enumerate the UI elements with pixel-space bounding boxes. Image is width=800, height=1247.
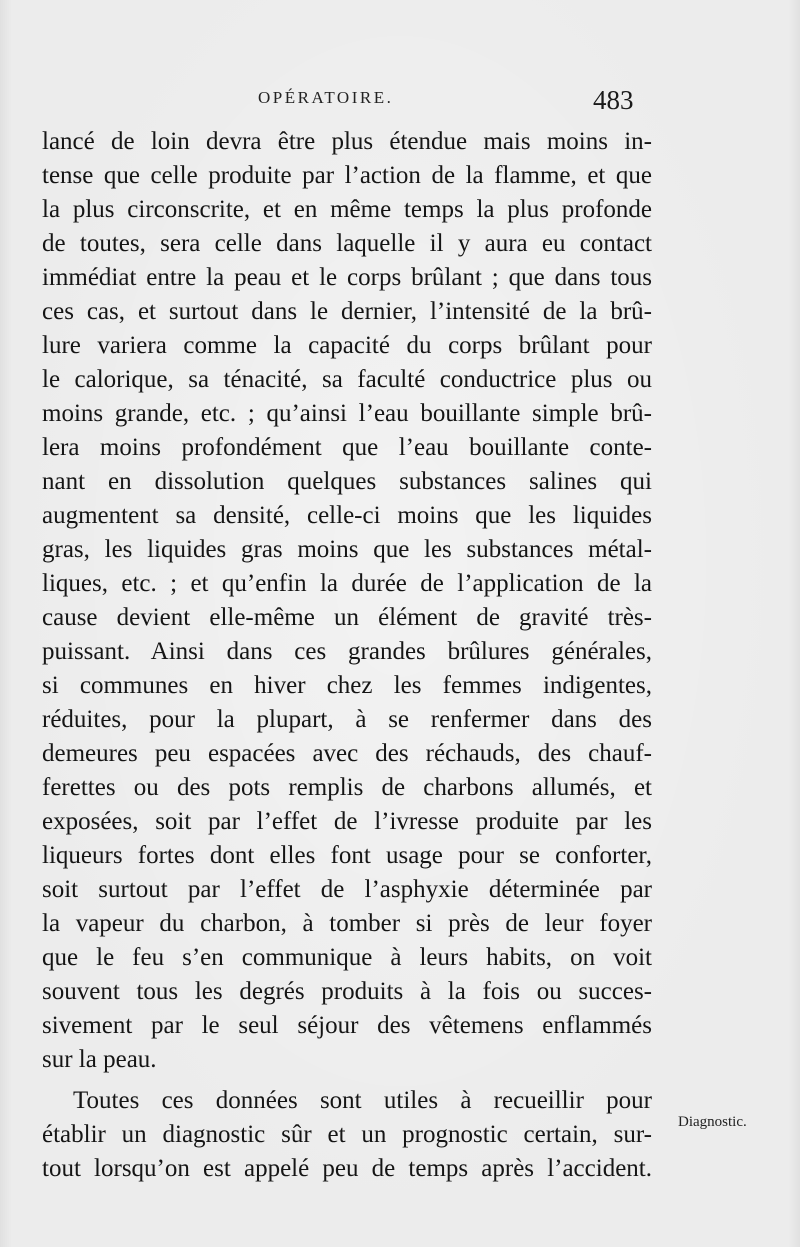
text-line: liqueurs fortes dont elles font usage pour se conforter,	[42, 842, 652, 869]
text-line: Toutes ces données sont utiles à recueillir pour	[73, 1087, 652, 1114]
text-line: sivement par le seul séjour des vêtemens enflammés	[42, 1012, 652, 1039]
text-line: puissant. Ainsi dans ces grandes brûlures générales,	[42, 638, 652, 665]
text-line: que le feu s’en communique à leurs habits, on voit	[42, 944, 652, 971]
margin-note: Diagnostic.	[678, 1114, 747, 1130]
text-line: lera moins profondément que l’eau bouillante conte-	[42, 434, 652, 461]
text-line: souvent tous les degrés produits à la fois ou succes-	[42, 978, 652, 1005]
text-line: liques, etc. ; et qu’enfin la durée de l’application de la	[42, 570, 652, 597]
text-line: lure variera comme la capacité du corps brûlant pour	[42, 332, 652, 359]
text-line: la vapeur du charbon, à tomber si près de leur foyer	[42, 910, 652, 937]
text-line: moins grande, etc. ; qu’ainsi l’eau bouillante simple brû-	[42, 400, 652, 427]
text-line: cause devient elle-même un élément de gravité très-	[42, 604, 652, 631]
text-line: ferettes ou des pots remplis de charbons allumés, et	[42, 774, 652, 801]
text-line: de toutes, sera celle dans laquelle il y aura eu contact	[42, 230, 652, 257]
text-line: le calorique, sa ténacité, sa faculté conductrice plus ou	[42, 366, 652, 393]
text-line: réduites, pour la plupart, à se renfermer dans des	[42, 706, 652, 733]
text-line: si communes en hiver chez les femmes indigentes,	[42, 672, 652, 699]
text-line: la plus circonscrite, et en même temps la plus profonde	[42, 196, 652, 223]
text-line: soit surtout par l’effet de l’asphyxie déterminée par	[42, 876, 652, 903]
text-line: lancé de loin devra être plus étendue mais moins in-	[42, 128, 652, 155]
paragraph-1	[42, 125, 652, 1077]
page-number: 483	[593, 85, 634, 115]
text-line: immédiat entre la peau et le corps brûlant ; que dans tous	[42, 264, 652, 291]
text-line: gras, les liquides gras moins que les substances métal-	[42, 536, 652, 563]
text-line: ces cas, et surtout dans le dernier, l’intensité de la brû-	[42, 298, 652, 325]
text-line: demeures peu espacées avec des réchauds, des chauf-	[42, 740, 652, 767]
running-head: OPÉRATOIRE.	[258, 88, 394, 107]
text-line: exposées, soit par l’effet de l’ivresse produite par les	[42, 808, 652, 835]
text-line: tout lorsqu’on est appelé peu de temps après l’accident.	[42, 1155, 652, 1182]
paragraph-2	[42, 1084, 652, 1186]
text-line: établir un diagnostic sûr et un prognostic certain, sur-	[42, 1121, 652, 1148]
body-text	[42, 125, 652, 1186]
text-line: augmentent sa densité, celle-ci moins que les liquides	[42, 502, 652, 529]
text-line: sur la peau.	[42, 1046, 157, 1073]
text-line: tense que celle produite par l’action de la flamme, et que	[42, 162, 652, 189]
paragraph-gap	[42, 1077, 652, 1084]
text-line: nant en dissolution quelques substances salines qui	[42, 468, 652, 495]
